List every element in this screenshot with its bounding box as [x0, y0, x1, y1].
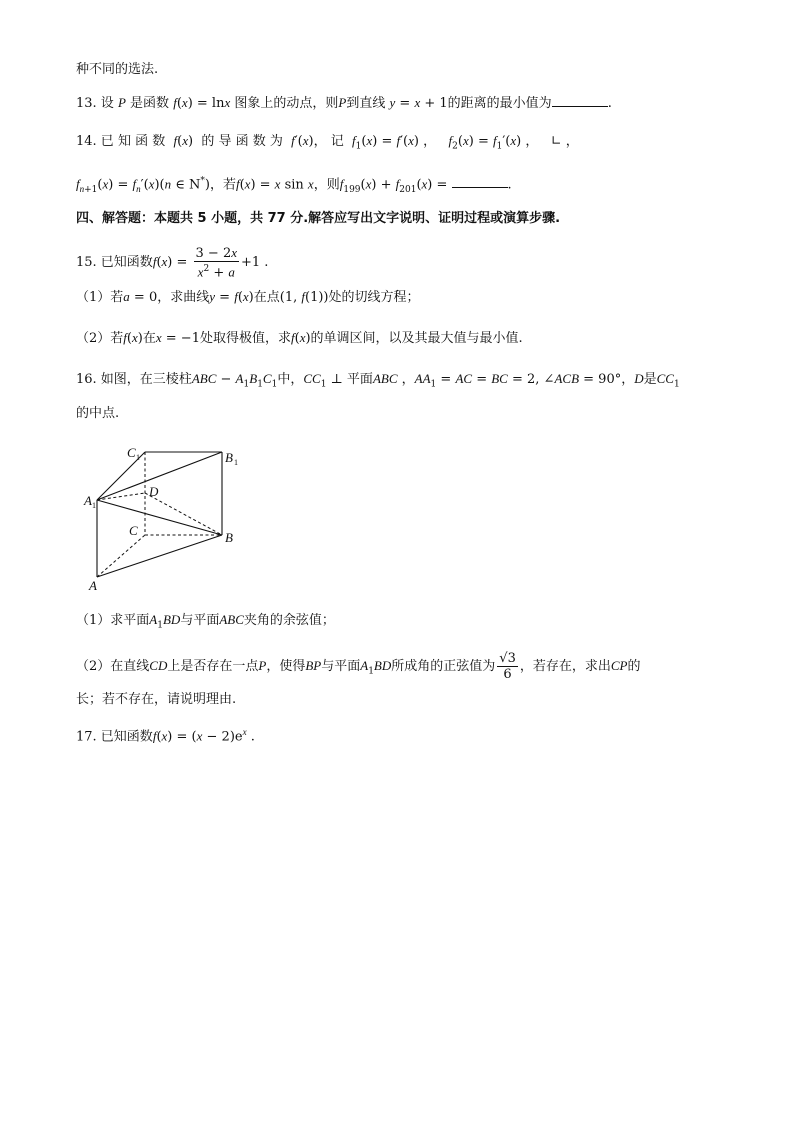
label-D: D	[149, 484, 159, 499]
question-16-line-2: 的中点.	[76, 406, 120, 421]
label-A: A	[89, 578, 97, 593]
question-14-line-1: 14. 已 知 函 数 f(x) 的 导 函 数 为 f′(x)， 记 $f_1(x) = f'(x)$ ， $f_2(x) = f_1'(x)$ ， ∟ ，	[76, 133, 579, 152]
label-C: C	[129, 523, 138, 538]
label-C1: C	[127, 445, 136, 460]
question-13: 13. 设 P 是函数 f(x) = lnx 图象上的动点，则P到直线 y = x + 1的距离的最小值为 .	[76, 95, 612, 111]
svg-text:1: 1	[234, 458, 238, 467]
question-17: 17. 已知函数$f(x) = (x - 2)e^x$ .	[76, 727, 255, 745]
question-14-line-2: $f_{n+1}(x) = f_n'(x)(n$ ∈ N*)，若f(x) = x sin x，则$f_{199}(x) + f_{201}(x)$ = .	[76, 176, 512, 195]
svg-text:1: 1	[136, 453, 140, 462]
fraction-16: $\frac{√3}{6}$	[499, 651, 516, 682]
question-16-part-2-cont: 长；若不存在，请说明理由.	[76, 692, 237, 707]
question-15-part-1: （1）若a = 0，求曲线y = f(x)在点(1, f(1))处的切线方程；	[76, 289, 420, 305]
question-16-line-1: 16. 如图，在三棱柱ABC − $A_1B_1C_1$中，$CC_1$ ⊥ 平面ABC ，$AA_1$ = AC = BC = 2, ∠ACB = 90°，D是$CC_1$	[76, 371, 680, 390]
fraction-15: $\frac{3 - 2x}{x^2 + a}$	[195, 245, 238, 281]
question-16-part-2: （2）在直线CD上是否存在一点P，使得BP与平面$A_1BD$所成角的正弦值为 $\frac{√3}{6}$ ，若存在，求出CP的	[76, 651, 641, 682]
svg-text:1: 1	[92, 501, 96, 510]
question-15: 15. 已知函数f(x) = $\frac{3 - 2x}{x^2 + a}$ +1 .	[76, 245, 269, 281]
prism-figure	[82, 440, 252, 600]
answer-blank-14	[452, 175, 508, 188]
section-heading-4: 四、解答题：本题共 5 小题，共 77 分.解答应写出文字说明、证明过程或演算步骤.	[76, 211, 561, 226]
label-B: B	[225, 530, 233, 545]
label-A1: A	[84, 493, 92, 508]
question-15-part-2: （2）若f(x)在x = −1处取得极值，求f(x)的单调区间，以及其最大值与最小值.	[76, 330, 523, 346]
label-B1: B	[225, 450, 233, 465]
answer-blank-13	[552, 94, 608, 107]
text-line-0: 种不同的选法.	[76, 62, 159, 77]
question-16-part-1: （1）求平面$A_1BD$与平面ABC夹角的余弦值；	[76, 612, 335, 631]
